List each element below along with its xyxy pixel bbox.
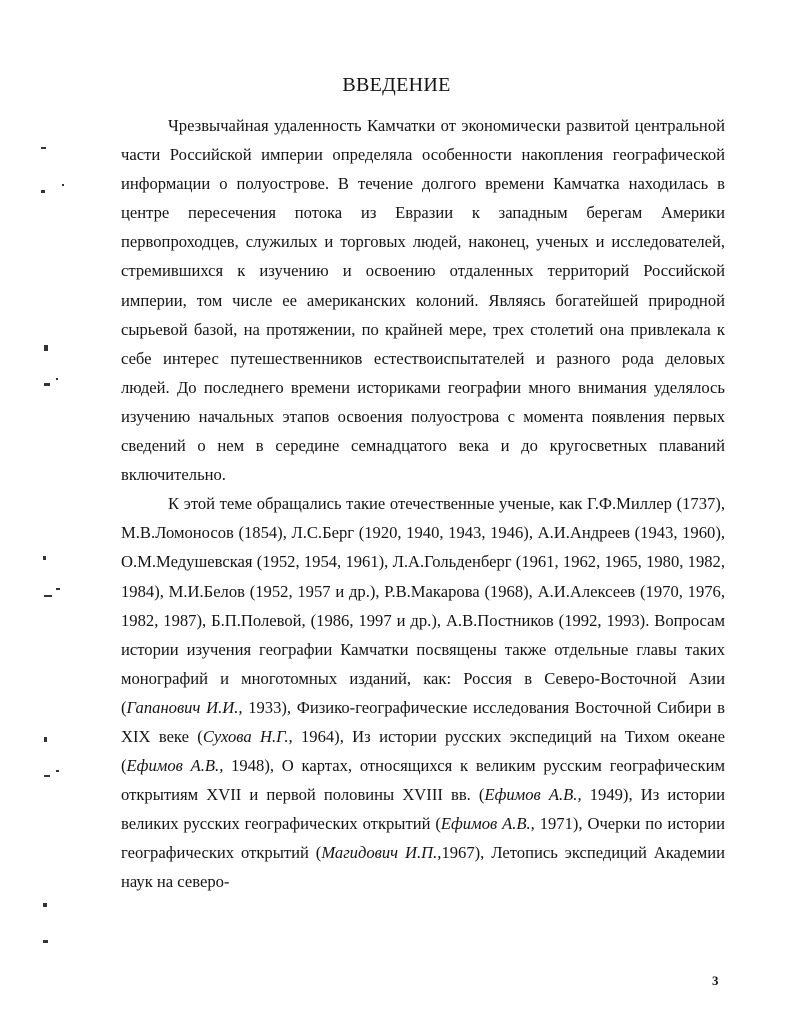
text-segment: 1964), Из истории русских экспедиций на Тихом океане ( bbox=[121, 726, 725, 776]
section-title: ВВЕДЕНИЕ bbox=[342, 74, 451, 96]
scan-specks bbox=[0, 0, 80, 1024]
author-citation: Сухова Н.Г., bbox=[202, 726, 293, 746]
author-citation: Ефимов А.В., bbox=[126, 756, 224, 776]
text-segment: К этой теме обращались такие отечественные ученые, как Г.Ф.Миллер (1737), М.В.Ломоносов (1854), Л.С.Берг (1920, 1940, 1943, 1946), А.И.Андреев (1943, 1960), О.М.Медушевская (1952, 1954, 1961), Л.А.Гольденберг (1961, 1962, 1965, 1980, 1982, 1984), М.И.Белов (1952, 1957 и др.), Р.В.Макарова (1968), А.И.Алексеев (1970, 1976, 1982, 1987), Б.П.Полевой, (1986, 1997 и др.), А.В.Постников (1992, 1993). Вопросам истории изучения географии Камчатки посвящены также отдельные главы таких монографий и многотомных изданий, как: Россия в Северо-Восточной Азии ( bbox=[121, 494, 725, 717]
author-citation: Ефимов А.В., bbox=[484, 785, 582, 805]
text-segment: 1933), Физико-географические исследования Восточной Сибири в XIX веке ( bbox=[121, 697, 725, 746]
paragraph-2 bbox=[121, 489, 725, 896]
author-citation: Ефимов А.В., bbox=[440, 814, 535, 834]
text-segment: 1948), О картах, относящихся к великим русским географическим открытиям XVII и первой половины XVIII вв. ( bbox=[121, 756, 725, 805]
text-segment: 1967), Летопись экспедиций Академии наук на северо- bbox=[121, 843, 725, 892]
text-segment: 1971), Очерки по истории географических открытий ( bbox=[121, 814, 725, 863]
author-citation: Магидович И.П., bbox=[321, 843, 442, 863]
page-number: 3 bbox=[712, 973, 719, 988]
body-text bbox=[121, 111, 725, 897]
text-segment: 1949), Из истории великих русских географических открытий ( bbox=[121, 785, 726, 834]
author-citation: Гапанович И.И., bbox=[126, 697, 243, 717]
paragraph-1: Чрезвычайная удаленность Камчатки от экономически развитой центральной части Российской империи определяла особенности накопления географической информации о полуострове. В течение долгого времени Камчатка находилась в центре пересечения потока из Евразии к западным берегам Америки первопроходцев, служилых и торговых людей, наконец, ученых и исследователей, стремившихся к изучению и освоению отдаленных территорий Российской империи, том числе ее американских колоний. Являясь богатейшей природной сырьевой базой, на протяжении, по крайней мере, трех столетий она привлекала к себе интерес путешественников естествоиспытателей и разного рода деловых людей. До последнего времени историками географии много внимания уделялось изучению начальных этапов освоения полуострова с момента появления первых сведений о нем в середине семнадцатого века и до кругосветных плаваний включительно. bbox=[121, 116, 725, 485]
